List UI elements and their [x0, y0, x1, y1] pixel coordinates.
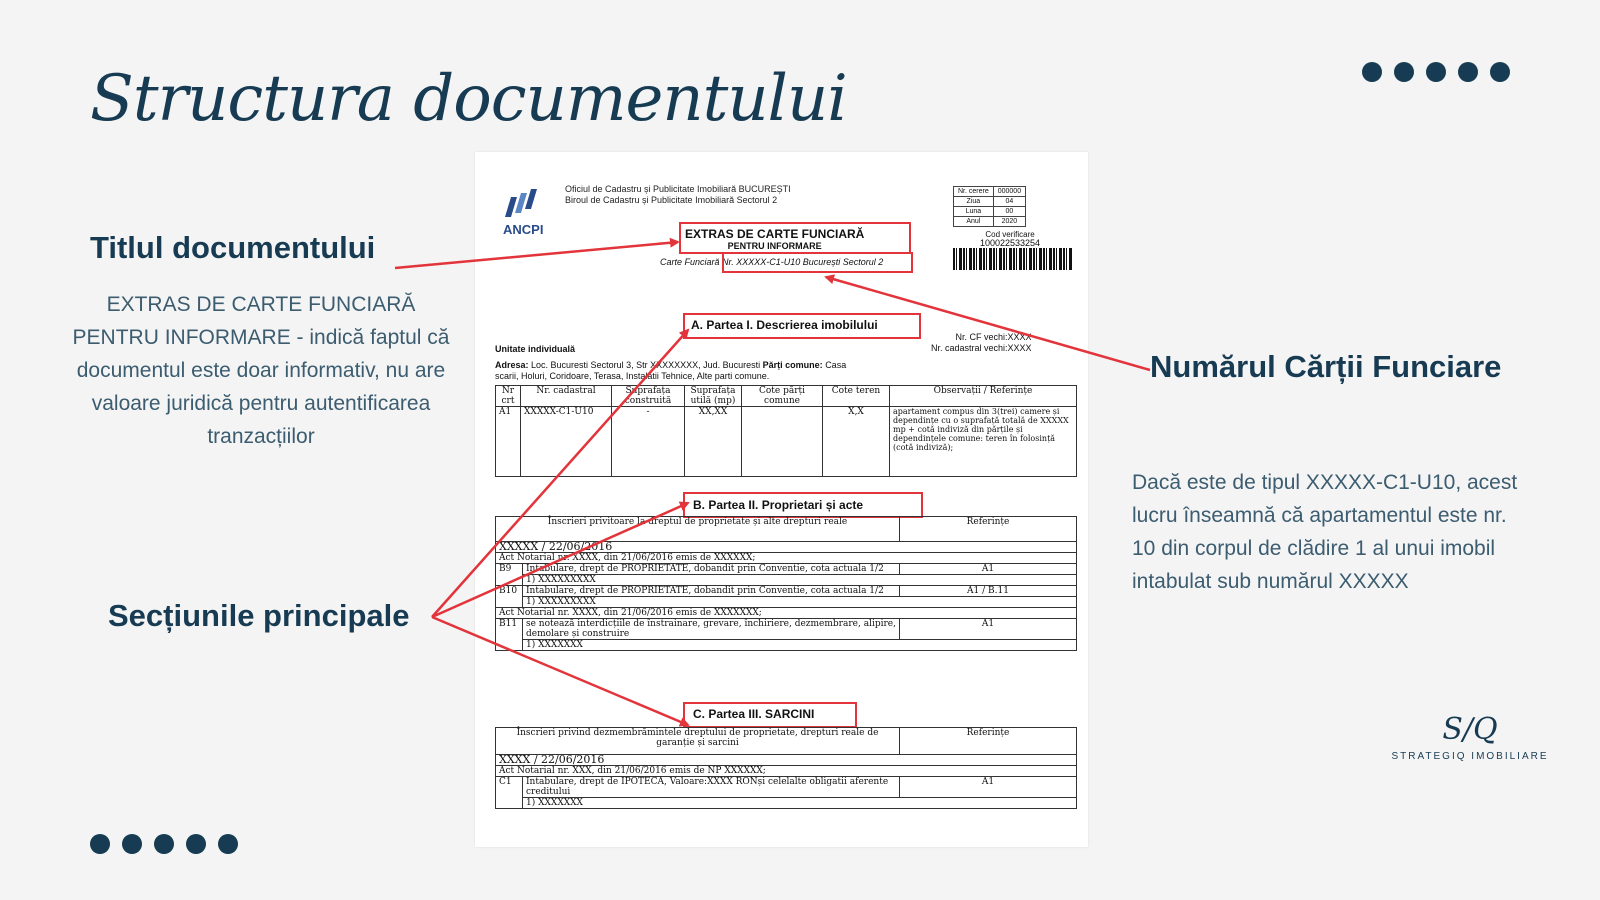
section-c-title: C. Partea III. SARCINI [693, 707, 815, 721]
section-c-table: Înscrieri privind dezmembrămintele dreptului de proprietate, drepturi reale de garanție și sarcini Referințe XXXX / 22/06/2016 Act Notarial nr. XXX, din 21/06/2016 emis de NP XXXXXX; C1 Intabulare, drept de IPOTECA, Valoare:XXXX RONși celelalte obligatii aferente creditului A1 1) XXXXXXX [495, 727, 1077, 809]
ancpi-logo-text: ANCPI [503, 222, 544, 237]
office-line-2: Biroul de Cadastru și Publicitate Imobiliară Sectorul 2 [565, 195, 778, 205]
section-b-table: Înscrieri privitoare la dreptul de proprietate și alte drepturi reale Referințe XXXXX / 22/06/2016 Act Notarial nr. XXXX, din 21/06/2016 emis de XXXXXX; B9 Intabulare, drept de PROPRIETATE, dobandit prin Conventie, cota actuala 1/2 A1 1) XXXXXXXXX B10 Intabulare, drept de PROPRIETATE, dobandit prin Conventie, cota actuala 1/2 A1 / B.11 1) XXXXXXXXX Act Notarial nr. XXXX, din 21/06/2016 emis de XXXXXXX; B11 se notează interdicțiile de înstrainare, grevare, închiriere, dezmembrare, alipire, demolare și construire A1 1) XXXXXXX [495, 516, 1077, 651]
arrow-section-a [432, 330, 688, 617]
subheading-text: PENTRU INFORMARE [727, 241, 822, 251]
label-numarul-cartii-funciare: Numărul Cărții Funciare [1150, 349, 1502, 384]
decorative-dots-bottom [90, 834, 238, 854]
strategiq-logo [1370, 712, 1570, 762]
cf-number: Nr. XXXXX-C1-U10 București Sectorul 2 [722, 257, 884, 267]
arrow-numar [826, 277, 1150, 370]
label-titlul-documentului: Titlul documentului [90, 230, 376, 265]
office-line-1: Oficiul de Cadastru și Publicitate Imobiliară BUCUREȘTI [565, 184, 791, 194]
request-table: Nr. cerere 000000 Ziua 04 Luna 00 Anul 2020 [953, 186, 1026, 227]
logo-name: STRATEGIQ IMOBILIARE [1391, 751, 1549, 762]
description-numar: Dacă este de tipul XXXXX-C1-U10, acest lucru înseamnă că apartamentul este nr. 10 din corpul de clădire 1 al unui imobil intabulat sub numărul XXXXX [1132, 471, 1518, 593]
cf-line: Carte Funciară Nr. XXXXX-C1-U10 București Sectorul 2 [660, 257, 884, 267]
old-numbers: Nr. CF vechi:XXXX Nr. cadastral vechi:XXXX [931, 332, 1032, 353]
logo-mark: S/Q [1442, 712, 1498, 747]
arrow-section-c [432, 617, 688, 725]
verification-code: Cod verificare 100022533254 [980, 230, 1041, 248]
arrow-section-b [432, 503, 688, 617]
section-b-title: B. Partea II. Proprietari și acte [693, 498, 864, 512]
section-a-title: A. Partea I. Descrierea imobilului [691, 318, 878, 332]
arrow-titlu [395, 242, 678, 268]
unitate-label: Unitate individuală [495, 344, 576, 354]
slide-title: Structura documentului [90, 62, 847, 136]
description-titlu: EXTRAS DE CARTE FUNCIARĂ PENTRU INFORMARE - indică faptul că documentul este doar informativ, nu are valoare juridică pentru autentificarea tranzacțiilor [72, 293, 450, 448]
heading-text: EXTRAS DE CARTE FUNCIARĂ [685, 227, 865, 241]
address-block: Adresa: Loc. Bucuresti Sectorul 3, Str XXXXXXXX, Jud. Bucuresti Părți comune: Casa scarii, Holuri, Coridoare, Terasa, Instalatii Tehnice, Alte parti comune. [495, 360, 847, 381]
label-sectiunile-principale: Secțiunile principale [108, 598, 410, 633]
section-a-table: Nr crt Nr. cadastral Suprafața construită Suprafața utilă (mp) Cote părți comune Cote teren Observații / Referințe A1 XXXXX-C1-U10 - XX,XX X,X apartament compus din 3(trei) camere și dependințe cu o suprafață totală de XXXXX mp + cotă indiviză din părțile și dependințele comune: teren în folosință (cotă indiviză); [495, 385, 1077, 477]
